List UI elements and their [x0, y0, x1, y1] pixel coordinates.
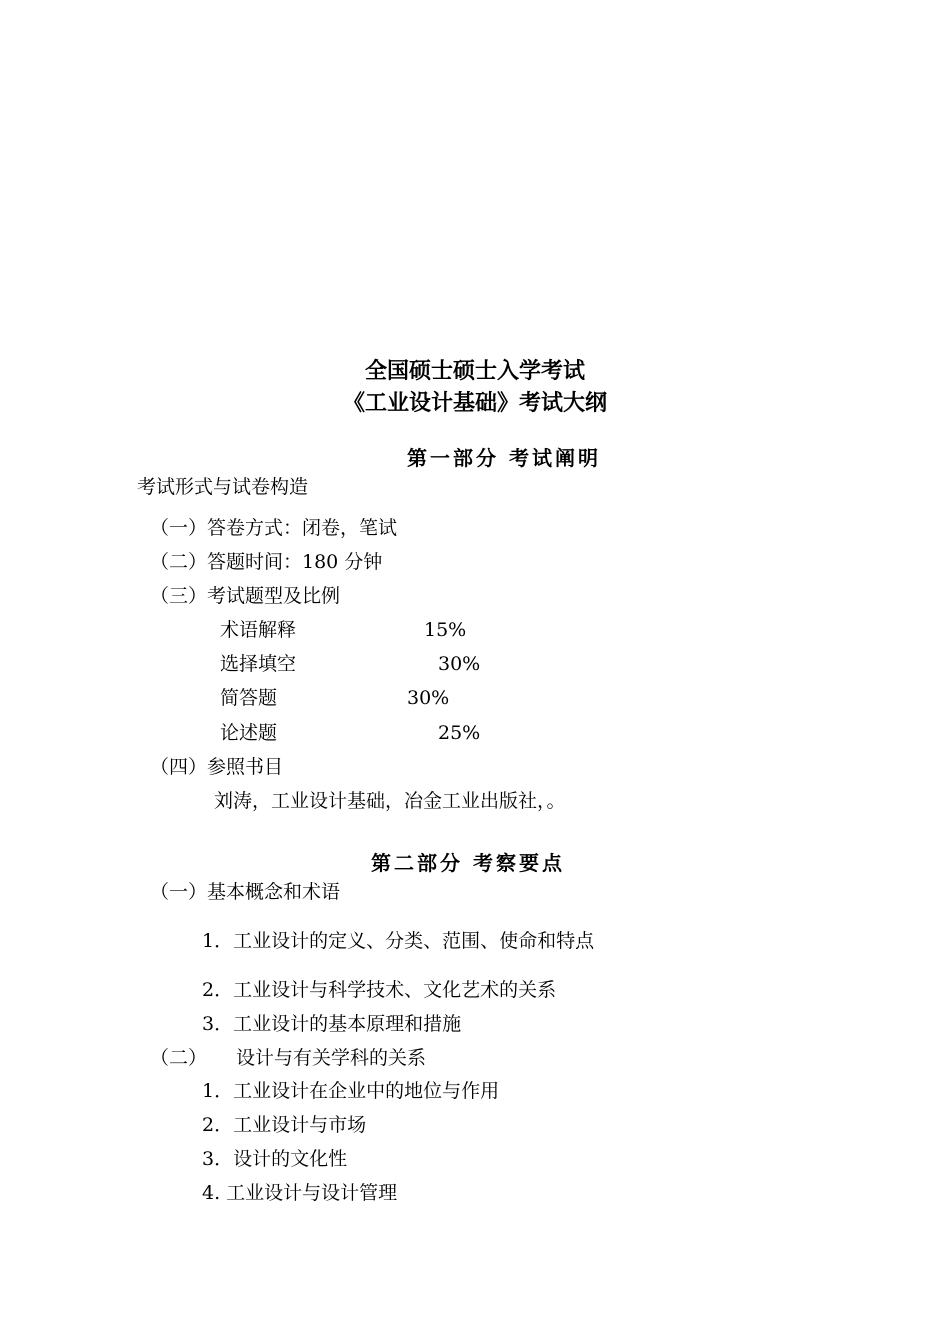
section1-item-3: 3．工业设计的基本原理和措施 — [202, 1013, 462, 1035]
part2-heading: 第二部分 考察要点 — [371, 851, 565, 875]
section2-title: 设计与有关学科的关系 — [236, 1047, 427, 1069]
section2-item-3: 3．设计的文化性 — [202, 1148, 348, 1170]
section1-item-2: 2．工业设计与科学技术、文化艺术的关系 — [202, 979, 557, 1001]
item-text: 工业设计的定义、 — [233, 930, 386, 952]
ratio-value: 30% — [438, 653, 481, 675]
exam-duration-item: （二）答题时间：180 分钟 — [150, 551, 383, 573]
ratio-label: 简答题 — [220, 687, 278, 709]
ratio-value: 25% — [438, 722, 481, 744]
ratio-value: 15% — [424, 619, 467, 641]
item-number: 1． — [202, 930, 234, 952]
item-text: 使命和特点 — [499, 930, 595, 952]
part1-heading: 第一部分 考试阐明 — [407, 446, 601, 470]
section2-item-2: 2．工业设计与市场 — [202, 1114, 367, 1136]
ratio-label: 论述题 — [220, 722, 278, 744]
document-title-line2: 《工业设计基础》考试大纲 — [342, 391, 607, 416]
section2-item-1: 1．工业设计在企业中的地位与作用 — [202, 1080, 500, 1102]
ratio-label: 术语解释 — [220, 619, 297, 641]
section2-number: （二） — [150, 1047, 208, 1069]
section1-item-1 — [202, 932, 594, 951]
item-text: 分类 — [385, 930, 424, 952]
ratio-label: 选择填空 — [220, 653, 297, 675]
part1-subheading: 考试形式与试卷构造 — [137, 476, 309, 498]
section2-item-4: 4. 工业设计与设计管理 — [202, 1182, 398, 1204]
references-label: （四）参照书目 — [150, 756, 284, 778]
item-text: 、范围、 — [423, 930, 500, 952]
reference-entry: 刘涛，工业设计基础，冶金工业出版社，。 — [214, 790, 566, 812]
document-title-line1: 全国硕士硕士入学考试 — [364, 359, 585, 384]
section1-label: （一）基本概念和术语 — [150, 881, 341, 903]
exam-format-item: （一）答卷方式：闭卷，笔试 — [150, 517, 398, 539]
ratio-value: 30% — [407, 687, 450, 709]
question-types-item: （三）考试题型及比例 — [150, 585, 341, 607]
